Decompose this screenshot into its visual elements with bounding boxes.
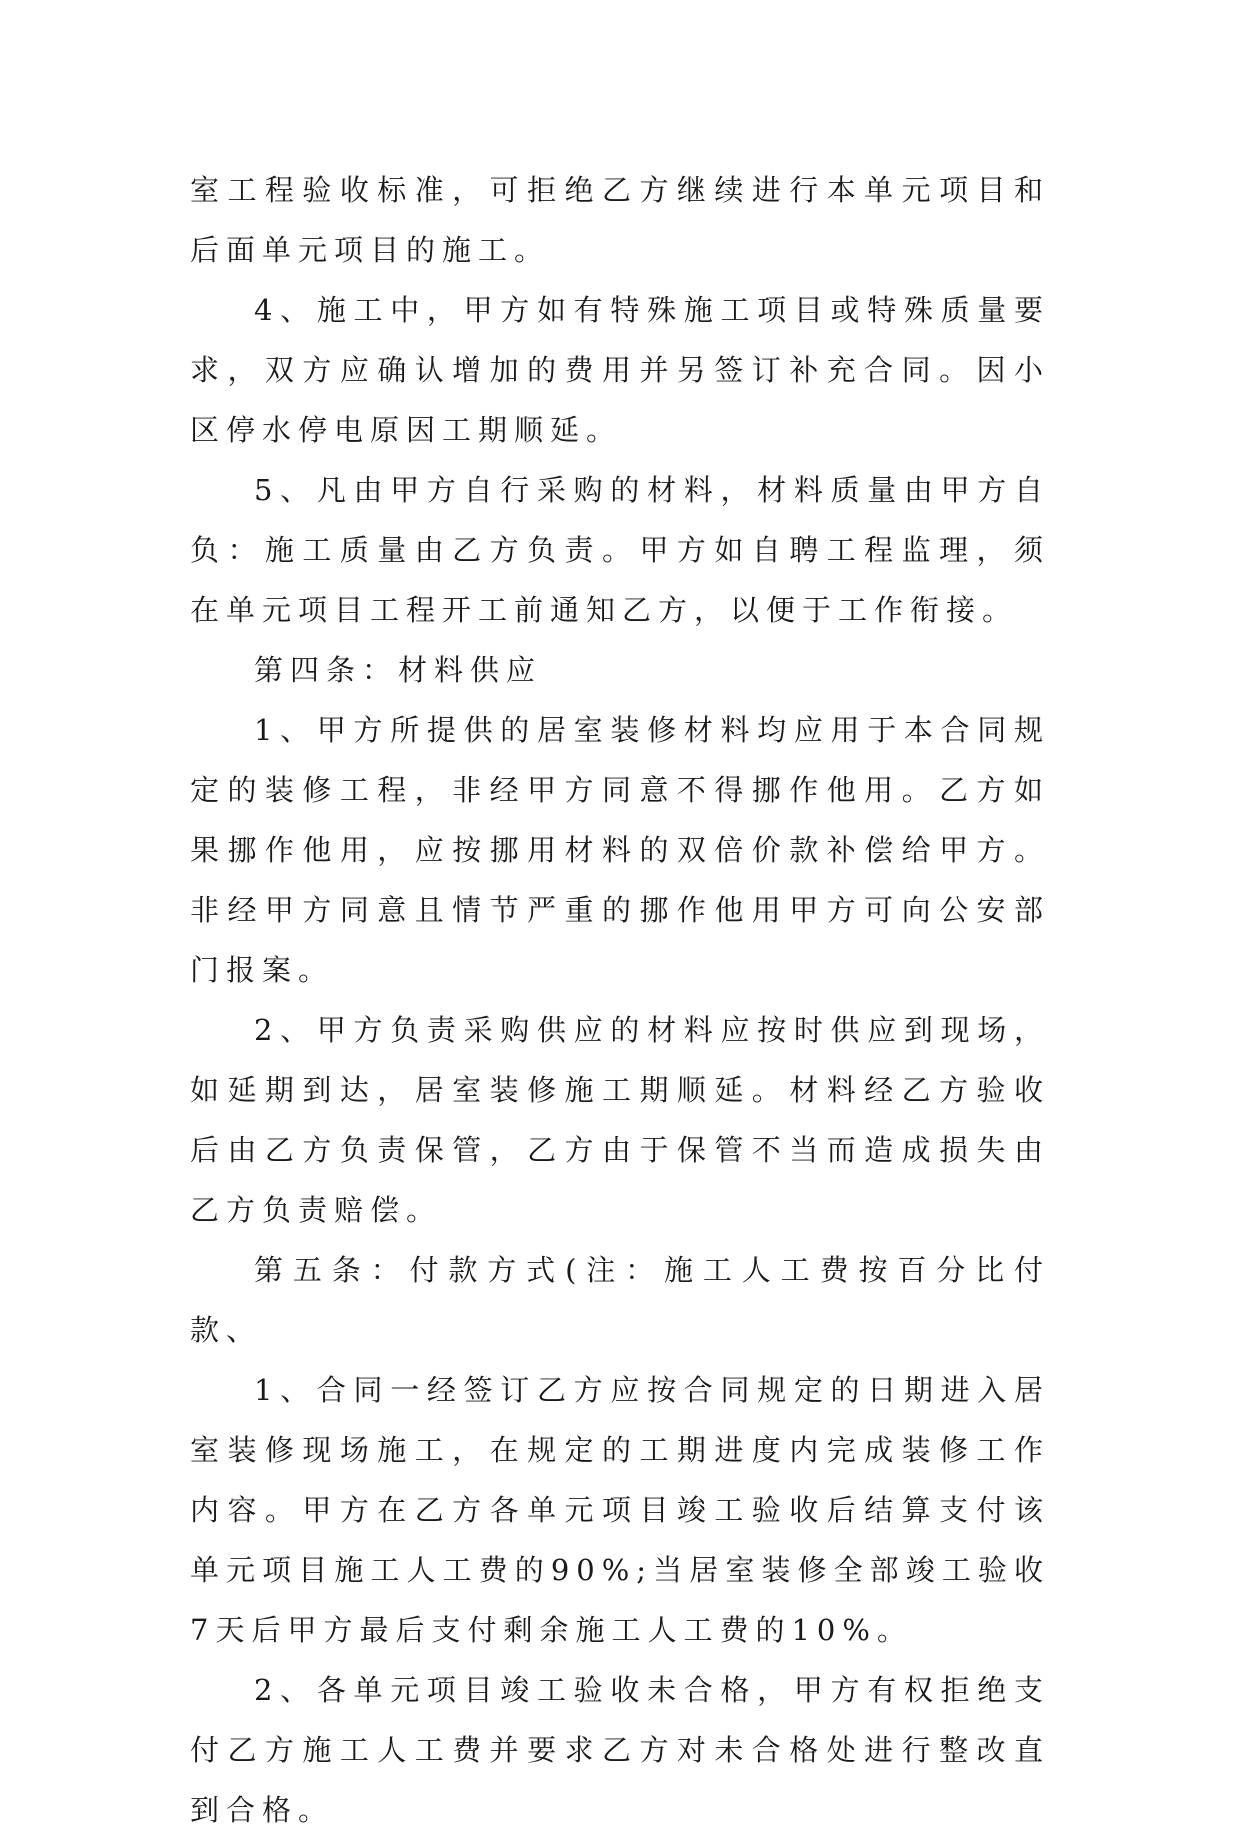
paragraph-clause-3-5: 5、凡由甲方自行采购的材料，材料质量由甲方自负：施工质量由乙方负责。甲方如自聘工程监理，须在单元项目工程开工前通知乙方，以便于工作衔接。 (190, 473, 1050, 627)
paragraph-continuation: 室工程验收标准，可拒绝乙方继续进行本单元项目和后面单元项目的施工。 (190, 173, 1050, 267)
paragraph-clause-5-2: 2、各单元项目竣工验收未合格，甲方有权拒绝支付乙方施工人工费并要求乙方对未合格处进行整改直到合格。 (190, 1673, 1050, 1827)
paragraph-clause-4-1: 1、甲方所提供的居室装修材料均应用于本合同规定的装修工程，非经甲方同意不得挪作他用。乙方如果挪作他用，应按挪用材料的双倍价款补偿给甲方。非经甲方同意且情节严重的挪作他用甲方可向公安部门报案。 (190, 713, 1050, 987)
paragraph-clause-3-4: 4、施工中，甲方如有特殊施工项目或特殊质量要求，双方应确认增加的费用并另签订补充合同。因小区停水停电原因工期顺延。 (190, 293, 1050, 447)
section-heading-article-4: 第四条：材料供应 (254, 653, 543, 687)
document-body (190, 160, 1050, 1840)
section-heading-article-5: 第五条：付款方式(注：施工人工费按百分比付款、 (190, 1253, 1050, 1347)
paragraph-clause-5-1: 1、合同一经签订乙方应按合同规定的日期进入居室装修现场施工，在规定的工期进度内完成装修工作内容。甲方在乙方各单元项目竣工验收后结算支付该单元项目施工人工费的90%;当居室装修全部竣工验收7天后甲方最后支付剩余施工人工费的10%。 (190, 1373, 1050, 1647)
paragraph-clause-4-2: 2、甲方负责采购供应的材料应按时供应到现场，如延期到达，居室装修施工期顺延。材料经乙方验收后由乙方负责保管，乙方由于保管不当而造成损失由乙方负责赔偿。 (190, 1013, 1050, 1227)
